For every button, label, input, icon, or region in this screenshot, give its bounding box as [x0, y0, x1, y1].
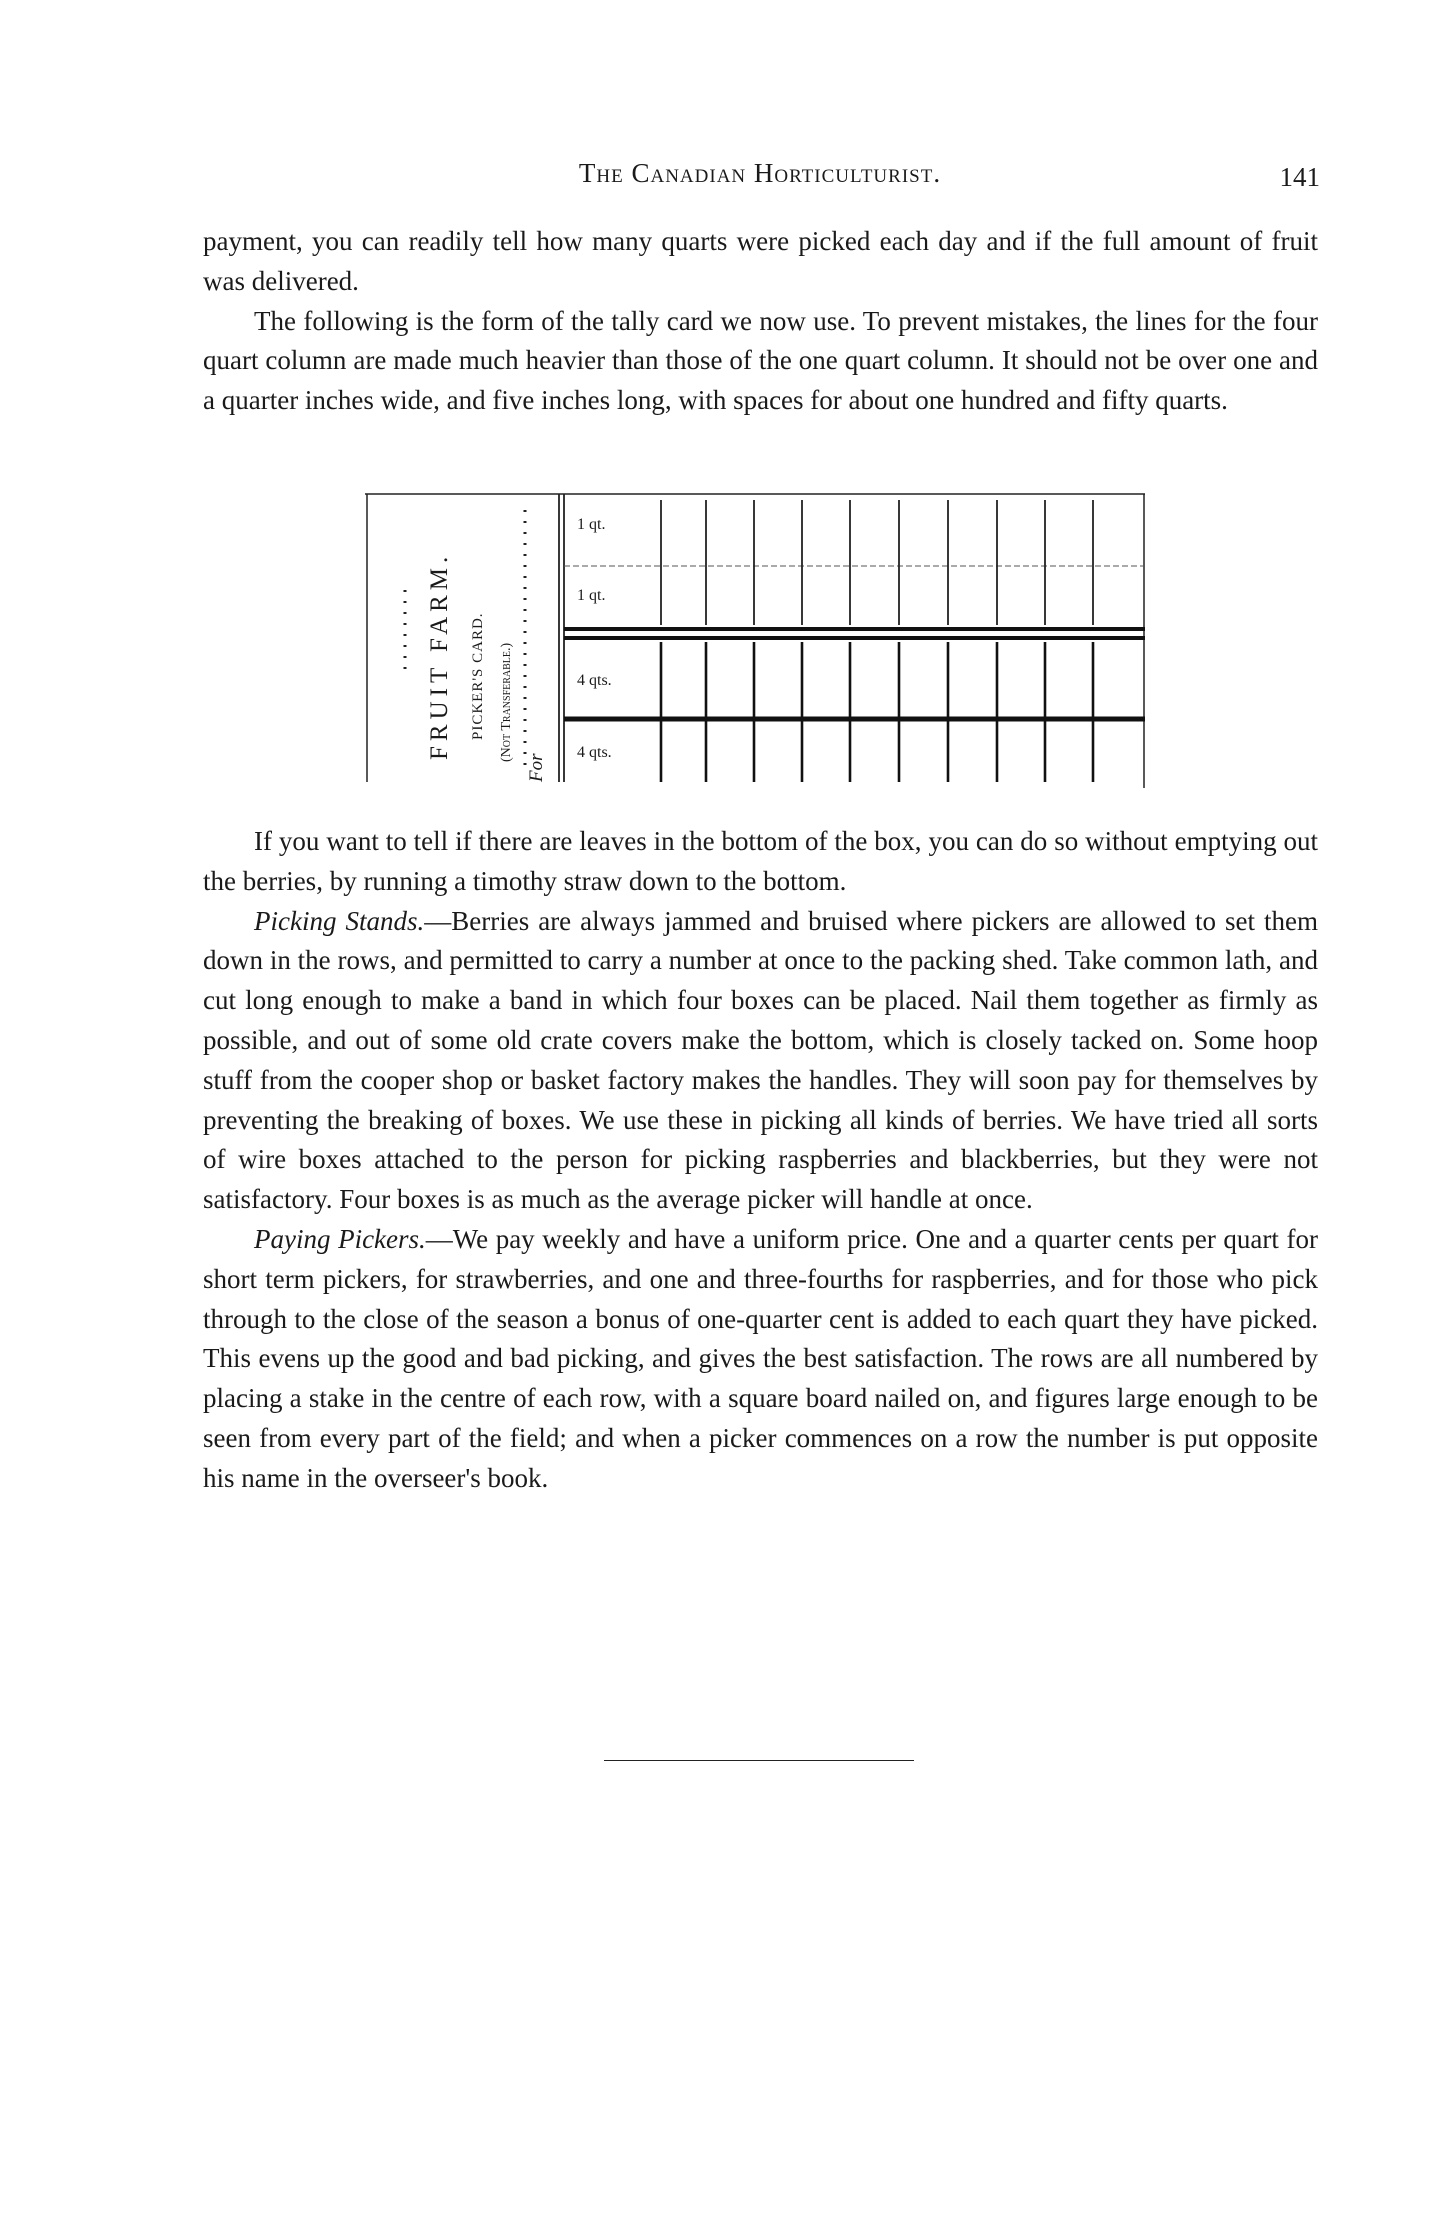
picking-stands-heading: Picking Stands. — [254, 905, 425, 936]
four-quart-columns — [661, 642, 1093, 782]
paragraph-picking-stands — [203, 902, 1318, 1220]
farm-label: FRUIT FARM. — [426, 551, 453, 760]
text-block-bottom — [203, 822, 1318, 1499]
for-label: For — [526, 753, 547, 782]
paragraph-paying-pickers — [203, 1220, 1318, 1499]
running-title: The Canadian Horticulturist. — [578, 158, 942, 188]
card-title: PICKER'S CARD. — [470, 612, 486, 740]
row-label-4: 4 qts. — [577, 744, 612, 761]
tally-card-diagram — [365, 490, 1145, 790]
paragraph-leaves: If you want to tell if there are leaves in the bottom of the box, you can do so without emptying out the berries, by running a timothy straw down to the bottom. — [203, 826, 1318, 896]
one-quart-columns — [661, 500, 1093, 625]
text-block-top — [203, 222, 1318, 421]
picking-stands-text: —Berries are always jammed and bruised where pickers are allowed to set them down in the rows, and permitted to carry a number at once to the packing shed. Take common lath, and cut long enough to make a band in which four boxes can be placed. Nail them together as firmly as possible, and out of some old crate covers make the bottom, which is closely tacked on. Some hoop stuff from the cooper shop or basket factory makes the handles. They will soon pay for themselves by preventing the breaking of boxes. We use these in picking all kinds of berries. We have tried all sorts of wire boxes attached to the person for picking raspberries and blackberries, but they were not satisfactory. Four boxes is as much as the average picker will handle at once. — [203, 905, 1318, 1215]
tally-card-figure — [365, 490, 1145, 790]
section-end-rule — [604, 1760, 914, 1761]
row-label-3: 4 qts. — [577, 672, 612, 689]
page-number: 141 — [1279, 162, 1320, 192]
running-head — [200, 158, 1320, 198]
transfer-note: (Not Transferable.) — [499, 642, 514, 762]
paragraph-continuation: payment, you can readily tell how many quarts were picked each day and if the full amount of fruit was delivered. — [203, 226, 1318, 296]
row-label-2: 1 qt. — [577, 587, 606, 604]
row-label-1: 1 qt. — [577, 516, 606, 533]
paragraph-tally-card-intro: The following is the form of the tally card we now use. To prevent mistakes, the lines for the four quart column are made much heavier than those of the one quart column. It should not be over one and a quarter inches wide, and five inches long, with spaces for about one hundred and fifty quarts. — [203, 305, 1318, 416]
paying-pickers-heading: Paying Pickers. — [254, 1223, 426, 1254]
paying-pickers-text: —We pay weekly and have a uniform price. One and a quarter cents per quart for short term pickers, for strawberries, and one and three-fourths for raspberries, and for those who pick through to the close of the season a bonus of one-quarter cent is added to each quart they have picked. This evens up the good and bad picking, and gives the best satisfaction. The rows are all numbered by placing a stake in the centre of each row, with a square board nailed on, and figures large enough to be seen from every part of the field; and when a picker commences on a row the number is put opposite his name in the overseer's book. — [203, 1223, 1318, 1493]
